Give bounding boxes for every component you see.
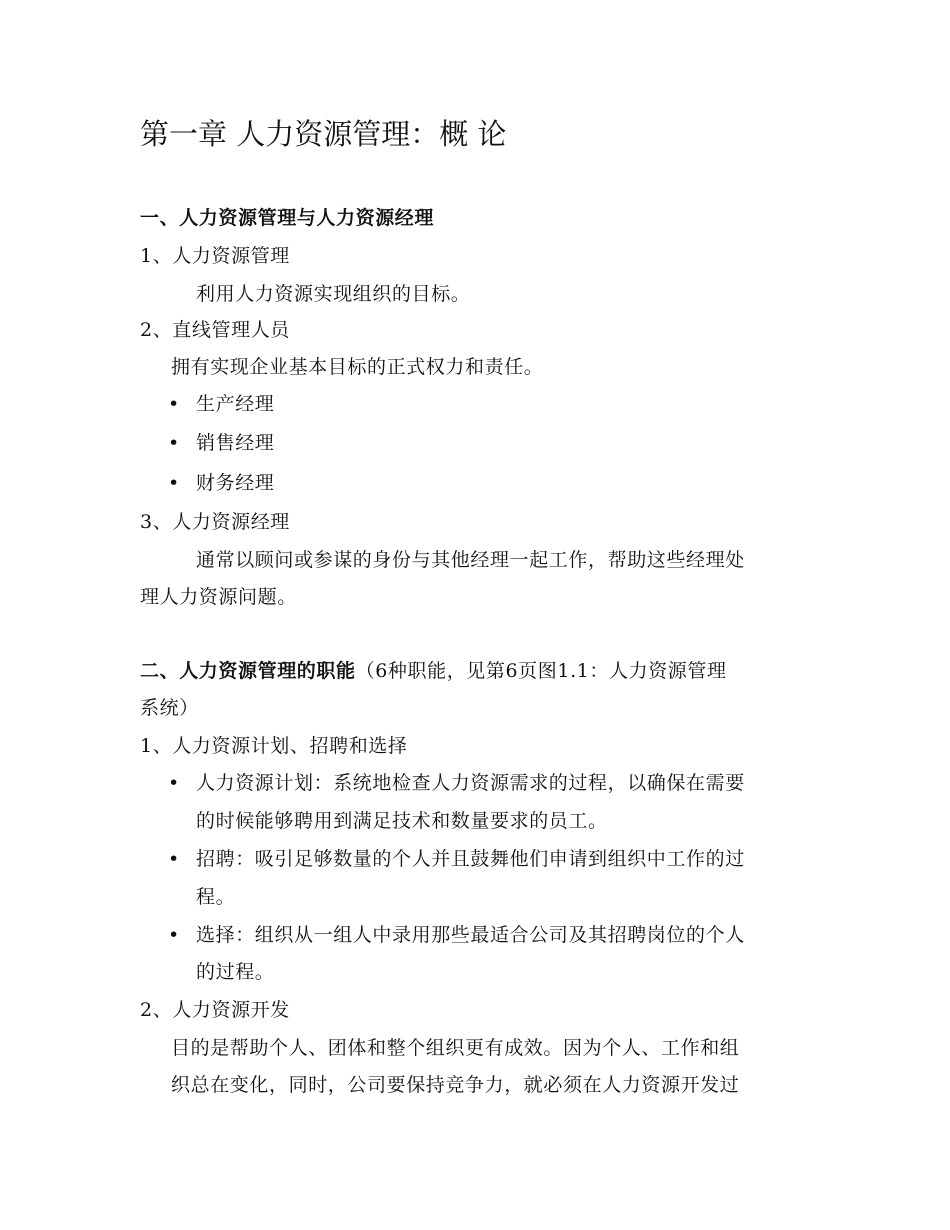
list-item-line1: 招聘：吸引足够数量的个人并且鼓舞他们申请到组织中工作的过	[196, 848, 745, 870]
section2-heading-note: （6种职能，见第6页图1.1：人力资源管理	[355, 660, 727, 682]
list-item: 生产经理	[196, 393, 275, 415]
list-item-line2: 的过程。	[196, 961, 275, 983]
list-item-line1: 选择：组织从一组人中录用那些最适合公司及其招聘岗位的个人	[196, 924, 745, 946]
list-item: 销售经理	[196, 432, 275, 454]
chapter-title: 第一章 人力资源管理：概 论	[140, 117, 507, 151]
list-item-line2: 程。	[196, 886, 236, 908]
list-item: 财务经理	[196, 472, 275, 494]
section1-item3-title: 3、人力资源经理	[140, 511, 290, 533]
section1-item3-text-line2: 理人力资源问题。	[140, 586, 297, 608]
section1-heading: 一、人力资源管理与人力资源经理	[140, 207, 435, 229]
section2-item2-text-line1: 目的是帮助个人、团体和整个组织更有成效。因为个人、工作和组	[171, 1037, 740, 1059]
section1-item1-text: 利用人力资源实现组织的目标。	[196, 283, 471, 305]
section1-item1-title: 1、人力资源管理	[140, 245, 290, 267]
section2-item2-title: 2、人力资源开发	[140, 999, 290, 1021]
section2-item1-title: 1、人力资源计划、招聘和选择	[140, 735, 408, 757]
section2-heading-bold: 二、人力资源管理的职能	[140, 660, 356, 682]
section2-heading	[140, 658, 727, 684]
bullet-dot: •	[168, 472, 180, 494]
bullet-dot: •	[168, 924, 180, 946]
section2-heading-line2: 系统）	[140, 697, 199, 719]
list-item-line2: 的时候能够聘用到满足技术和数量要求的员工。	[196, 810, 608, 832]
list-item-line1: 人力资源计划：系统地检查人力资源需求的过程，以确保在需要	[196, 772, 745, 794]
bullet-dot: •	[168, 772, 180, 794]
section1-item3-text-line1: 通常以顾问或参谋的身份与其他经理一起工作，帮助这些经理处	[196, 549, 745, 571]
section1-item2-title: 2、直线管理人员	[140, 319, 290, 341]
bullet-dot: •	[168, 393, 180, 415]
section2-item2-text-line2: 织总在变化，同时，公司要保持竞争力，就必须在人力资源开发过	[171, 1074, 740, 1096]
bullet-dot: •	[168, 432, 180, 454]
bullet-dot: •	[168, 848, 180, 870]
section1-item2-text: 拥有实现企业基本目标的正式权力和责任。	[171, 356, 544, 378]
